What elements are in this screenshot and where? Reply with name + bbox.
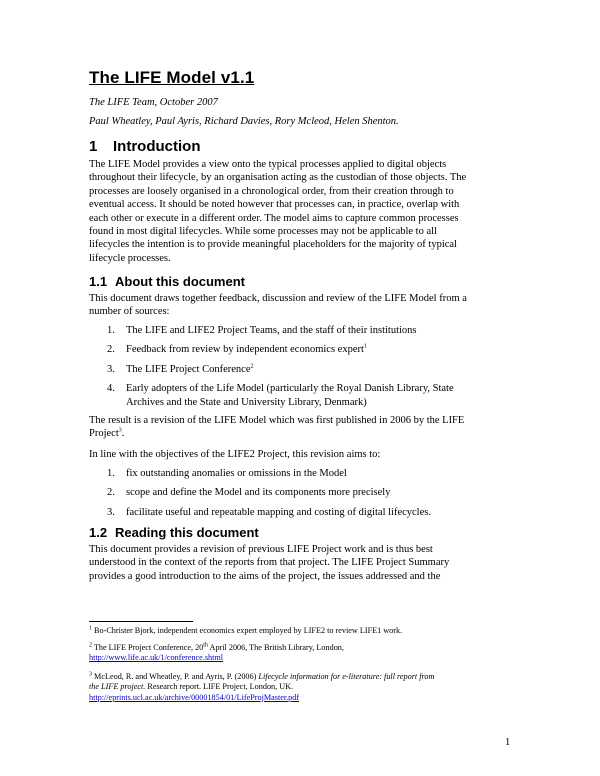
list-text: Feedback from review by independent economics expert: [126, 344, 364, 356]
footnote-ref[interactable]: 1: [363, 343, 367, 350]
reading-paragraph: [89, 543, 529, 583]
list-number: 2.: [107, 344, 115, 356]
section-title: Introduction: [113, 138, 201, 155]
result-paragraph: [89, 414, 529, 441]
text-line: lifecycles the intention is to provide meaningful placeholders for the majority of typical: [89, 239, 457, 251]
text-line: $^2$ The LIFE Project Conference, 20th April 2006, The British Library, London,: [89, 642, 344, 652]
section-number: 1.1: [89, 274, 108, 289]
text-line: This document draws together feedback, discussion and review of the LIFE Model from a: [89, 293, 467, 304]
text-line: $^1$ Bo-Christer Bjork, independent economics expert employed by LIFE2 to review LIFE1 work.: [89, 625, 403, 635]
list-item: [107, 363, 527, 376]
list-number: 2.: [107, 487, 115, 499]
text-line: lifecycle processes.: [89, 252, 171, 264]
list-number: 1.: [107, 325, 115, 336]
list-text: The LIFE and LIFE2 Project Teams, and the staff of their institutions: [126, 325, 417, 336]
report-link[interactable]: http://eprints.ucl.ac.uk/archive/00001854/01/LifeProjMaster.pdf: [89, 692, 300, 702]
list-text: facilitate useful and repeatable mapping and costing of digital lifecycles.: [126, 506, 431, 518]
sources-list: [107, 324, 527, 409]
page-number: 1: [505, 737, 511, 748]
team-date: The LIFE Team, October 2007: [89, 97, 218, 108]
list-number: 1.: [107, 468, 115, 479]
list-item: [107, 467, 527, 480]
list-item: [107, 506, 527, 519]
list-text: The LIFE Project Conference: [126, 363, 251, 375]
footnote-2: [89, 643, 529, 664]
section-1-1-heading: [89, 274, 245, 289]
list-number: 4.: [107, 383, 115, 395]
list-text-continued: Archives and the State and University Library, Denmark): [126, 396, 367, 408]
list-number: 3.: [107, 506, 115, 518]
aims-intro: In line with the objectives of the LIFE2 Project, this revision aims to:: [89, 449, 381, 460]
footnote-mark: 3: [89, 671, 92, 678]
aims-list: [107, 467, 527, 519]
section-1-2-heading: [89, 525, 259, 540]
document-title: The LIFE Model v1.1: [89, 68, 255, 87]
list-number: 3.: [107, 363, 115, 375]
text-line: $^3$ McLeod, R. and Wheatley, P. and Ayris, P. (2006) Lifecycle information for e-literature: full report from: [89, 671, 435, 681]
footnote-mark: 2: [89, 642, 92, 649]
section-number: 1: [89, 138, 98, 155]
text-line: number of sources:: [89, 306, 170, 318]
list-item: [107, 382, 527, 409]
text-line: The LIFE Model provides a view onto the typical processes applied to digital objects: [89, 159, 447, 170]
text-line: Project$^3$.: [89, 427, 125, 440]
footnote-divider: [89, 621, 193, 622]
list-text: fix outstanding anomalies or omissions in the Model: [126, 468, 347, 479]
footnote-ref[interactable]: 3: [118, 427, 122, 434]
conference-link[interactable]: http://www.life.ac.uk/1/conference.shtml: [89, 653, 224, 663]
text-line: throughout their lifecycle, by an organisation acting as the custodian of those objects. The: [89, 172, 467, 184]
text-line: provides a good introduction to the aims of the project, the issues addressed and the: [89, 570, 441, 582]
list-item: [107, 324, 527, 337]
footnote-3: [89, 672, 529, 703]
text-line: processes are loosely organised in a chronological order, from their creation through to: [89, 185, 454, 197]
list-item: [107, 343, 527, 356]
text-line: the LIFE project. Research report. LIFE Project, London, UK.: [89, 682, 294, 692]
list-text: scope and define the Model and its components more precisely: [126, 487, 391, 499]
footnote-mark: 1: [89, 625, 92, 632]
text-line: found in most digital lifecycles. While some processes may not be applicable to all: [89, 226, 437, 238]
section-title: About this document: [115, 274, 245, 289]
about-intro: [89, 292, 529, 319]
text-line: The result is a revision of the LIFE Model which was first published in 2006 by the LIFE: [89, 415, 465, 426]
text-line: each other or execute in a different order. The model aims to capture common processes: [89, 212, 459, 224]
text-line: eventual access. It should be noted however that processes can, in practice, overlap with: [89, 199, 460, 211]
section-1-heading: [89, 138, 200, 155]
section-number: 1.2: [89, 525, 108, 540]
footnote-ref[interactable]: 2: [250, 363, 254, 370]
section-title: Reading this document: [115, 525, 259, 540]
text-line: understood in the context of the reports from that project. The LIFE Project Summary: [89, 557, 450, 569]
text-line: This document provides a revision of previous LIFE Project work and is thus best: [89, 544, 433, 555]
list-item: [107, 486, 527, 499]
intro-paragraph: [89, 158, 529, 265]
list-text: Early adopters of the Life Model (particularly the Royal Danish Library, State: [126, 383, 454, 395]
footnote-1: [89, 626, 529, 636]
authors: Paul Wheatley, Paul Ayris, Richard Davies, Rory Mcleod, Helen Shenton.: [89, 116, 399, 127]
